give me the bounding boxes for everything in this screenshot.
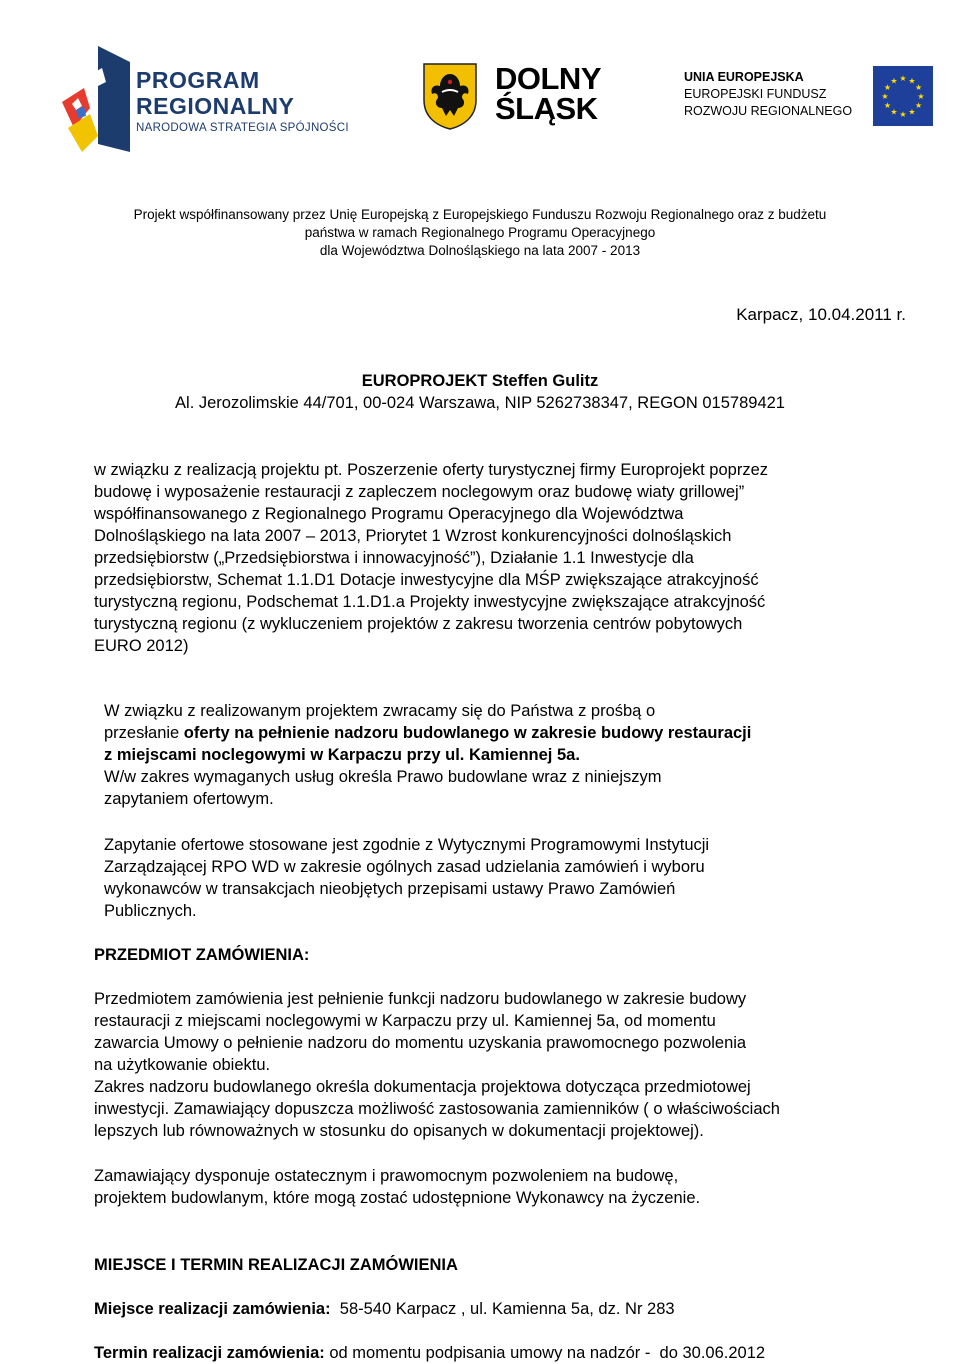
ue-line2: EUROPEJSKI FUNDUSZ <box>684 87 827 101</box>
program-regionalny-emblem-icon <box>60 44 132 154</box>
svg-text:★: ★ <box>881 92 889 101</box>
recipient-name: EUROPROJEKT Steffen Gulitz <box>361 372 599 390</box>
guidelines-line: Zarządzającej RPO WD w zakresie ogólnych zasad udzielania zamówień i wyboru <box>104 858 705 876</box>
subject-line: zawarcia Umowy o pełnienie nadzoru do momentu uzyskania prawomocnego pozwolenia <box>94 1034 747 1052</box>
guidelines-line: Zapytanie ofertowe stosowane jest zgodnie z Wytycznymi Programowymi Instytucji <box>104 836 710 854</box>
program-regionalny-logo <box>60 44 370 154</box>
request-line: W związku z realizowanym projektem zwracamy się do Państwa z prośbą o <box>104 702 656 720</box>
svg-text:★: ★ <box>908 107 916 117</box>
program-regionalny-line1: PROGRAM <box>136 67 260 93</box>
svg-text:★: ★ <box>899 74 907 83</box>
subject-line: lepszych lub równoważnych w stosunku do opisanych w dokumentacji projektowej). <box>94 1122 704 1140</box>
intro-line: Dolnośląskiego na lata 2007 – 2013, Priorytet 1 Wzrost konkurencyjności dolnośląskich <box>94 527 732 545</box>
request-line: zapytaniem ofertowym. <box>104 790 274 808</box>
request-bold-text: oferty na pełnienie nadzoru budowlanego w zakresie budowy restauracji <box>183 724 752 742</box>
eagle-shield-icon <box>422 62 478 130</box>
cofinancing-note-line1: Projekt współfinansowany przez Unię Europejską z Europejskiego Funduszu Rozwoju Regionalnego oraz z budżetu <box>133 207 827 222</box>
cofinancing-note-line3: dla Województwa Dolnośląskiego na lata 2007 - 2013 <box>319 243 641 258</box>
intro-line: współfinansowanego z Regionalnego Programu Operacyjnego dla Województwa <box>94 505 684 523</box>
intro-line: turystyczną regionu, Podschemat 1.1.D1.a Projekty inwestycyjne zwiększające atrakcyjność <box>94 593 766 611</box>
subject-line: na użytkowanie obiektu. <box>94 1056 271 1074</box>
svg-text:★: ★ <box>890 107 898 117</box>
svg-text:★: ★ <box>883 83 891 92</box>
svg-text:★: ★ <box>917 92 925 101</box>
request-plain-text: przesłanie <box>104 724 184 742</box>
cofinancing-note-line2: państwa w ramach Regionalnego Programu Operacyjnego <box>304 225 656 240</box>
term-line <box>94 1342 765 1364</box>
permit-line: projektem budowlanym, które mogą zostać udostępnione Wykonawcy na życzenie. <box>94 1189 701 1207</box>
ue-line1: UNIA EUROPEJSKA <box>684 70 804 84</box>
permit-line: Zamawiający dysponuje ostatecznym i prawomocnym pozwoleniem na budowę, <box>94 1167 679 1185</box>
request-bold-text: z miejscami noclegowymi w Karpaczu przy ul. Kamiennej 5a. <box>104 746 580 764</box>
request-line <box>104 722 898 744</box>
svg-text:★: ★ <box>899 110 907 119</box>
svg-text:★: ★ <box>915 101 923 110</box>
place-label: Miejsce realizacji zamówienia: <box>94 1300 331 1318</box>
dolny-slask-line1: DOLNY <box>495 61 601 96</box>
place-line <box>94 1298 675 1320</box>
recipient-address: Al. Jerozolimskie 44/701, 00-024 Warszawa, NIP 5262738347, REGON 015789421 <box>175 394 785 412</box>
subject-heading: PRZEDMIOT ZAMÓWIENIA: <box>94 946 310 964</box>
intro-line: w związku z realizacją projektu pt. Poszerzenie oferty turystycznej firmy Europrojekt poprzez <box>94 461 769 479</box>
request-paragraph <box>104 700 898 810</box>
term-value: od momentu podpisania umowy na nadzór - do 30.06.2012 <box>324 1344 766 1362</box>
guidelines-line: wykonawców w transakcjach nieobjętych przepisami ustawy Prawo Zamówień <box>104 880 676 898</box>
intro-line: budowę i wyposażenie restauracji z zapleczem noclegowym oraz budowę wiaty grillowej” <box>94 483 745 501</box>
subject-line: Przedmiotem zamówienia jest pełnienie funkcji nadzoru budowlanego w zakresie budowy <box>94 990 747 1008</box>
subject-paragraph <box>94 988 906 1142</box>
permit-paragraph <box>94 1165 906 1209</box>
intro-line: EURO 2012) <box>94 637 189 655</box>
intro-line: turystyczną regionu (z wykluczeniem projektów z zakresu tworzenia centrów pobytowych <box>94 615 743 633</box>
svg-text:★: ★ <box>883 101 891 110</box>
term-label: Termin realizacji zamówienia: <box>94 1344 325 1362</box>
guidelines-paragraph <box>104 834 898 922</box>
program-regionalny-line3: NARODOWA STRATEGIA SPÓJNOŚCI <box>136 122 349 134</box>
intro-line: przedsiębiorstw („Przedsiębiorstwa i innowacyjność”), Działanie 1.1 Inwestycje dla <box>94 549 694 567</box>
unia-europejska-logo <box>684 66 944 126</box>
place-heading: MIEJSCE I TERMIN REALIZACJI ZAMÓWIENIA <box>94 1256 458 1274</box>
svg-text:★: ★ <box>890 76 898 86</box>
request-line: W/w zakres wymaganych usług określa Prawo budowlane wraz z niniejszym <box>104 768 662 786</box>
dolny-slask-logo <box>420 60 620 132</box>
subject-line: inwestycji. Zamawiający dopuszcza możliwość zastosowania zamienników ( o właściwościach <box>94 1100 780 1118</box>
subject-line: restauracji z miejscami noclegowymi w Karpaczu przy ul. Kamiennej 5a, od momentu <box>94 1012 716 1030</box>
intro-line: przedsiębiorstw, Schemat 1.1.D1 Dotacje inwestycyjne dla MŚP zwiększające atrakcyjność <box>94 571 759 589</box>
dolny-slask-line2: ŚLĄSK <box>495 91 598 126</box>
subject-line: Zakres nadzoru budowlanego określa dokumentacja projektowa dotycząca przedmiotowej <box>94 1078 751 1096</box>
svg-text:★: ★ <box>908 76 916 86</box>
svg-text:★: ★ <box>915 83 923 92</box>
guidelines-line: Publicznych. <box>104 902 197 920</box>
place-value: 58-540 Karpacz , ul. Kamienna 5a, dz. Nr 283 <box>330 1300 675 1318</box>
program-regionalny-line2: REGIONALNY <box>136 93 295 119</box>
ue-line3: ROZWOJU REGIONALNEGO <box>684 104 853 118</box>
request-line <box>104 744 898 766</box>
intro-paragraph <box>94 459 906 657</box>
eu-flag-icon <box>873 66 933 126</box>
place-date: Karpacz, 10.04.2011 r. <box>736 305 906 324</box>
